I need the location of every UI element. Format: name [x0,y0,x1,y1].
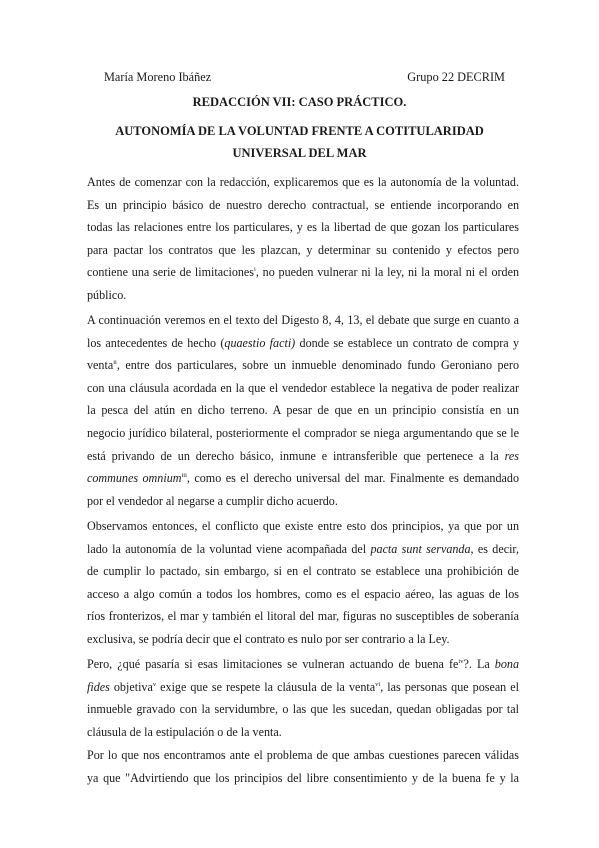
text-line: de cumplir lo pactado, sin embargo, si en el contrato se establece una prohibición de [87,564,519,579]
paragraph-2 [87,309,519,512]
italic-term: res [504,448,519,463]
text-line: A continuación veremos en el texto del Digesto 8, 4, 13, el debate que surge en cuanto a [87,313,519,327]
text-line: ya que "Advirtiendo que los principios del libre consentimiento y de la buena fe y la [87,770,519,785]
paragraph-1 [87,171,519,307]
paragraph-5 [87,744,519,789]
text-line: Antes de comenzar con la redacción, explicaremos que es la autonomía de la voluntad. [87,175,519,189]
text-span: contiene una serie de limitaciones [87,265,255,280]
text-span: lado la autonomía de la voluntad viene acompañada del [87,541,371,556]
text-line [87,261,519,284]
text-span: venta [87,358,114,373]
text-line: inmueble gravado con la servidumbre, o las que les sucedan, quedan obligadas por tal [87,702,519,717]
text-line [87,538,519,561]
endnote-ref[interactable]: iii [181,472,187,480]
group-name: Grupo 22 DECRIM [407,70,505,84]
text-span: exige que se respete la cláusula de la venta [156,679,376,694]
title-line-3: UNIVERSAL DEL MAR [232,146,367,160]
text-span: Pero, ¿qué pasaría si esas limitaciones se vulneran actuando de buena fe [87,657,459,671]
text-span: , las personas que posean el [380,679,520,694]
text-line: ríos fronterizos, el mar y también el litoral del mar, figuras no susceptibles de soberanía [87,609,519,624]
text-span: ?. La [463,657,495,671]
text-line [87,332,519,355]
text-line: Es un principio básico de nuestro derecho contractual, se entiende incorporando en [87,197,519,212]
text-span: , entre dos particulares, sobre un inmueble denominado fundo Geroniano pero [116,358,519,373]
text-line [87,354,519,377]
text-line: Observamos entonces, el conflicto que existe entre esto dos principios, ya que por un [87,519,519,533]
title-line-1: REDACCIÓN VII: CASO PRÁCTICO. [192,95,407,109]
endnote-ref[interactable]: iv [458,658,464,665]
text-line: acceso a algo común a todos los hombres, como es el espacio aéreo, las aguas de los [87,586,519,601]
italic-term: pacta sunt servanda [370,541,471,556]
text-line: para pactar los contratos que les plazcan, y determinar su contenido y efectos pero [87,242,519,257]
text-span: , como es el derecho universal del mar. Finalmente es demandado [186,471,519,486]
paragraph-3 [87,515,519,651]
text-line: por el vendedor al negarse a cumplir dicho acuerdo. [87,493,338,508]
text-line: cláusula de la estipulación o de la venta. [87,724,282,739]
endnote-ref[interactable]: vi [375,680,381,688]
text-span: , no pueden vulnerar ni la ley, ni la moral ni el orden [255,265,520,280]
text-line: todas las relaciones entre los particulares, y es la libertad de que gozan los particulares [87,220,519,235]
endnote-ref[interactable]: v [152,680,157,688]
italic-term: fides [87,679,110,694]
text-line [87,445,519,468]
text-line: exclusiva, se podría decir que el contrato es nulo por ser contrario a la Ley. [87,631,450,646]
text-line: con una cláusula acordada en la que el vendedor establece la negativa de poder realizar [87,380,519,395]
endnote-ref[interactable]: i [254,266,256,274]
italic-term: bona [494,657,519,671]
italic-term: quaestio facti) [224,335,296,350]
paragraph-4 [87,653,519,743]
text-line [87,653,519,676]
text-span: , es decir, [470,541,519,556]
author-name: María Moreno Ibáñez [104,70,212,84]
endnote-ref[interactable]: ii [113,359,117,367]
text-span: donde se establece un contrato de compra y [295,335,519,350]
italic-term: communes omnium [87,471,182,486]
text-line: público. [87,287,127,302]
title-line-2: AUTONOMÍA DE LA VOLUNTAD FRENTE A COTITULARIDAD [115,124,484,138]
text-line [87,467,519,490]
text-line: la pesca del atún en dicho terreno. A pesar de que en un principio consistía en un [87,403,519,418]
page-header [104,70,505,85]
text-line [87,676,519,699]
text-span: los antecedentes de hecho ( [87,335,225,350]
text-line: Por lo que nos encontramos ante el problema de que ambas cuestiones parecen válidas [87,748,519,762]
text-line: negocio jurídico bilateral, posteriormente el comprador se niega argumentando que se le [87,425,519,440]
text-span: objetiva [109,679,153,694]
text-span: está privando de un derecho básico, inmune e intransferible que pertenece a la [87,448,505,463]
